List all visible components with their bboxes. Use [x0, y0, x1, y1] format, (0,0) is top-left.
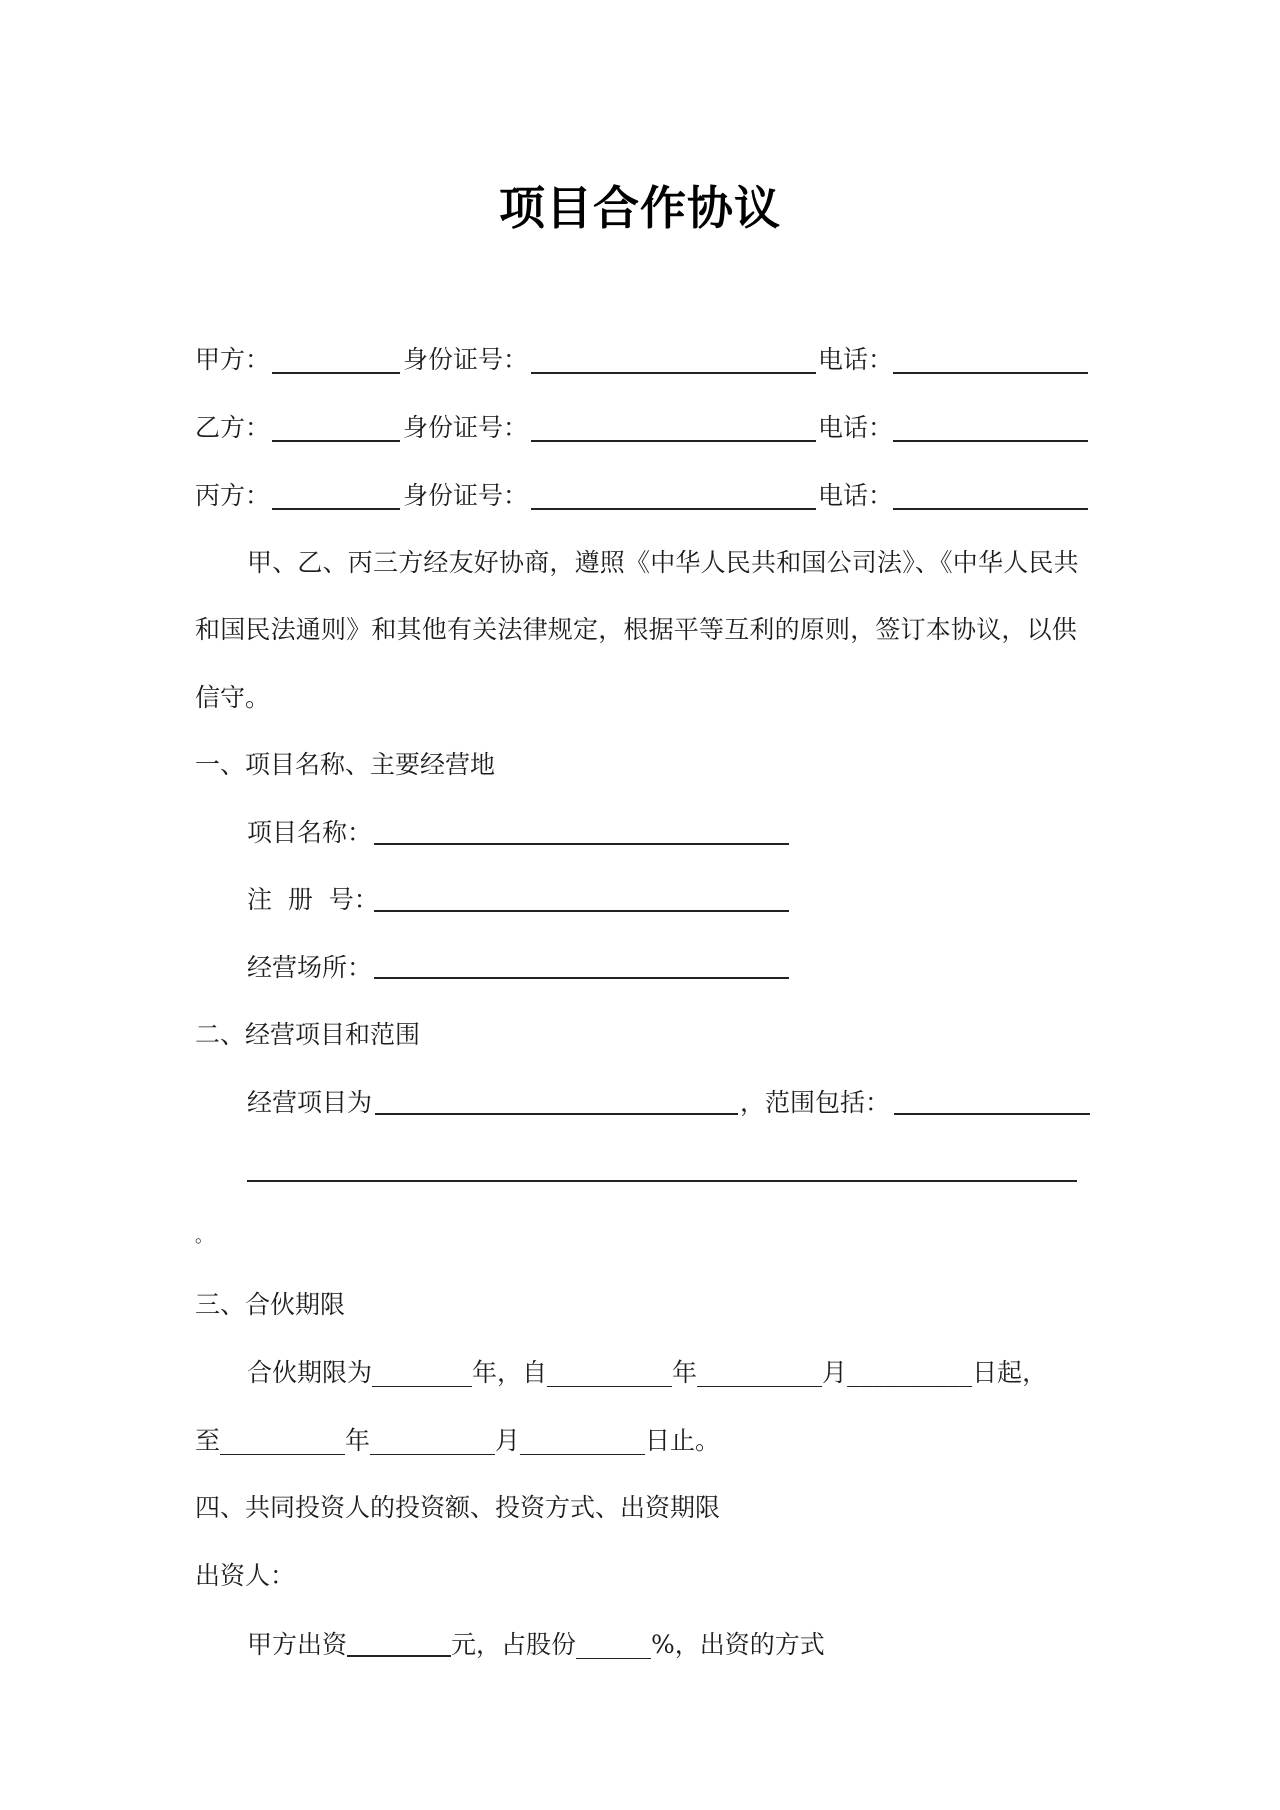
party-b-name-field[interactable] [272, 440, 400, 442]
investment-method-label: %，出资的方式 [651, 1630, 825, 1659]
scope-end-mark: 。 [195, 1226, 213, 1247]
month-label: 月 [822, 1358, 848, 1387]
party-b-phone-label: 电话： [818, 413, 894, 442]
end-day-label: 日止。 [645, 1426, 721, 1455]
project-name-label: 项目名称： [247, 818, 373, 847]
party-label: 丙方： [195, 481, 271, 510]
project-name-field[interactable] [374, 843, 789, 845]
party-label: 甲方： [195, 345, 271, 374]
party-a-share-field[interactable]: ______ [576, 1630, 652, 1659]
party-b-phone-field[interactable] [893, 440, 1088, 442]
section-2-heading: 二、经营项目和范围 [195, 1020, 421, 1049]
party-c-phone-label: 电话： [818, 481, 894, 510]
party-a-id-field[interactable] [531, 372, 816, 374]
start-month-field[interactable]: __________ [697, 1358, 823, 1387]
partnership-term-line-1 [247, 1356, 1047, 1390]
until-label: 至 [195, 1426, 221, 1455]
end-month-field[interactable]: __________ [370, 1426, 496, 1455]
preamble-line-3: 信守。 [195, 683, 271, 712]
investor-label: 出资人： [195, 1561, 296, 1590]
registration-number-label: 注 册 号： [247, 885, 379, 914]
party-a-phone-label: 电话： [818, 345, 894, 374]
term-label: 合伙期限为 [247, 1358, 373, 1387]
preamble-line-1: 甲、乙、丙三方经友好协商，遵照《中华人民共和国公司法》、《中华人民共 [247, 548, 1079, 577]
party-a-phone-field[interactable] [893, 372, 1088, 374]
year-label: 年 [672, 1358, 698, 1387]
scope-field-continued[interactable] [247, 1180, 1077, 1182]
party-label: 乙方： [195, 413, 271, 442]
year-label: 年 [345, 1426, 371, 1455]
term-years-field[interactable]: ________ [372, 1358, 473, 1387]
from-label: 年，自 [472, 1358, 548, 1387]
scope-field[interactable] [894, 1113, 1090, 1115]
party-a-id-label: 身份证号： [403, 345, 529, 374]
month-label: 月 [495, 1426, 521, 1455]
party-c-id-field[interactable] [531, 508, 816, 510]
party-a-name-field[interactable] [272, 372, 400, 374]
section-4-heading: 四、共同投资人的投资额、投资方式、出资期限 [195, 1493, 721, 1522]
scope-label: ，范围包括： [740, 1088, 891, 1117]
party-b-id-label: 身份证号： [403, 413, 529, 442]
business-premises-field[interactable] [374, 977, 789, 979]
start-day-field[interactable]: __________ [847, 1358, 973, 1387]
party-row-b [195, 411, 270, 445]
start-year-field[interactable]: __________ [547, 1358, 673, 1387]
partnership-term-line-2 [195, 1424, 720, 1458]
party-c-phone-field[interactable] [893, 508, 1088, 510]
party-row-a [195, 343, 270, 377]
section-3-heading: 三、合伙期限 [195, 1290, 346, 1319]
party-a-amount-field[interactable] [347, 1627, 451, 1657]
party-b-id-field[interactable] [531, 440, 816, 442]
party-a-investment-line [247, 1627, 825, 1661]
party-c-name-field[interactable] [272, 508, 400, 510]
registration-number-field[interactable] [374, 910, 789, 912]
document-title: 项目合作协议 [499, 181, 781, 235]
party-a-invest-label: 甲方出资 [247, 1630, 348, 1659]
end-year-field[interactable]: __________ [220, 1426, 346, 1455]
party-c-id-label: 身份证号： [403, 481, 529, 510]
business-premises-label: 经营场所： [247, 953, 373, 982]
share-label: 元，占股份 [451, 1630, 577, 1659]
start-day-label: 日起， [972, 1358, 1048, 1387]
preamble-line-2: 和国民法通则》和其他有关法律规定，根据平等互利的原则，签订本协议，以供 [195, 615, 1078, 644]
end-day-field[interactable]: __________ [520, 1426, 646, 1455]
section-1-heading: 一、项目名称、主要经营地 [195, 750, 496, 779]
business-project-field[interactable] [375, 1113, 738, 1115]
party-row-c [195, 479, 270, 513]
business-project-label: 经营项目为 [247, 1088, 373, 1117]
